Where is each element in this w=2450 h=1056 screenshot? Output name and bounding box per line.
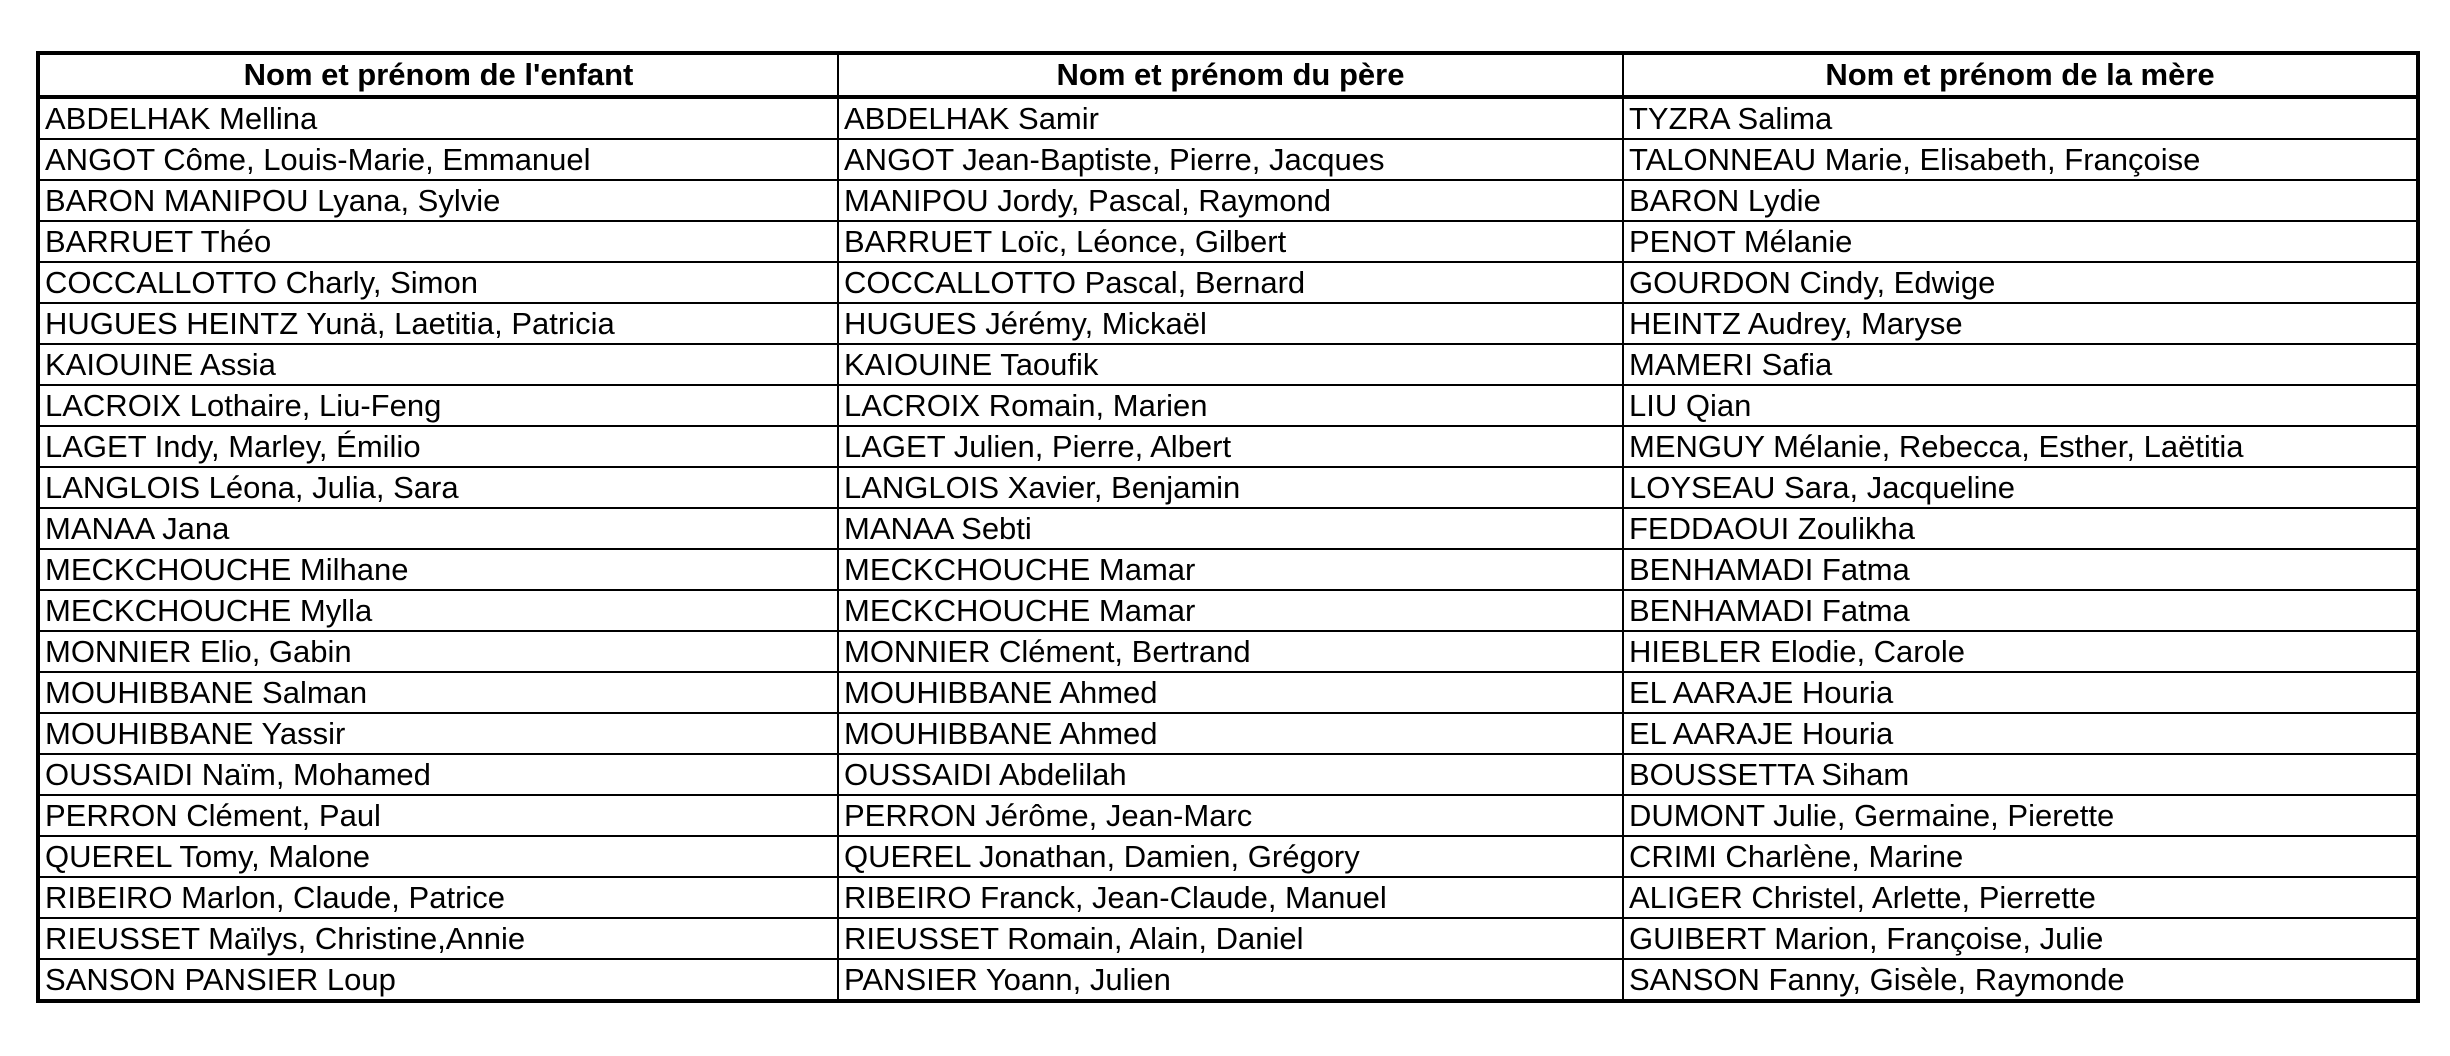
father-name-cell: RIBEIRO Franck, Jean-Claude, Manuel: [838, 877, 1623, 918]
father-name-cell: MOUHIBBANE Ahmed: [838, 713, 1623, 754]
mother-name-cell: DUMONT Julie, Germaine, Pierette: [1623, 795, 2418, 836]
header-row: [38, 53, 2418, 97]
mother-name-cell: BARON Lydie: [1623, 180, 2418, 221]
mother-name-cell: LOYSEAU Sara, Jacqueline: [1623, 467, 2418, 508]
mother-name-cell: HIEBLER Elodie, Carole: [1623, 631, 2418, 672]
mother-name-cell: TYZRA Salima: [1623, 97, 2418, 139]
table-row: [38, 590, 2418, 631]
child-name-cell: BARRUET Théo: [38, 221, 838, 262]
table-row: [38, 303, 2418, 344]
child-name-cell: ABDELHAK Mellina: [38, 97, 838, 139]
mother-name-cell: HEINTZ Audrey, Maryse: [1623, 303, 2418, 344]
header-father-name: Nom et prénom du père: [838, 53, 1623, 97]
child-name-cell: QUEREL Tomy, Malone: [38, 836, 838, 877]
father-name-cell: OUSSAIDI Abdelilah: [838, 754, 1623, 795]
table-row: [38, 467, 2418, 508]
child-name-cell: COCCALLOTTO Charly, Simon: [38, 262, 838, 303]
birth-register-table: [36, 51, 2420, 1003]
mother-name-cell: CRIMI Charlène, Marine: [1623, 836, 2418, 877]
mother-name-cell: MAMERI Safia: [1623, 344, 2418, 385]
father-name-cell: LACROIX Romain, Marien: [838, 385, 1623, 426]
table-row: [38, 795, 2418, 836]
mother-name-cell: PENOT Mélanie: [1623, 221, 2418, 262]
father-name-cell: MOUHIBBANE Ahmed: [838, 672, 1623, 713]
father-name-cell: COCCALLOTTO Pascal, Bernard: [838, 262, 1623, 303]
father-name-cell: MONNIER Clément, Bertrand: [838, 631, 1623, 672]
table-row: [38, 631, 2418, 672]
father-name-cell: ABDELHAK Samir: [838, 97, 1623, 139]
child-name-cell: KAIOUINE Assia: [38, 344, 838, 385]
father-name-cell: MECKCHOUCHE Mamar: [838, 590, 1623, 631]
child-name-cell: SANSON PANSIER Loup: [38, 959, 838, 1001]
table-row: [38, 426, 2418, 467]
child-name-cell: LAGET Indy, Marley, Émilio: [38, 426, 838, 467]
child-name-cell: RIEUSSET Maïlys, Christine,Annie: [38, 918, 838, 959]
child-name-cell: MONNIER Elio, Gabin: [38, 631, 838, 672]
table-row: [38, 97, 2418, 139]
father-name-cell: PANSIER Yoann, Julien: [838, 959, 1623, 1001]
child-name-cell: MOUHIBBANE Yassir: [38, 713, 838, 754]
table-row: [38, 508, 2418, 549]
table-row: [38, 877, 2418, 918]
table-row: [38, 549, 2418, 590]
father-name-cell: BARRUET Loïc, Léonce, Gilbert: [838, 221, 1623, 262]
child-name-cell: MECKCHOUCHE Milhane: [38, 549, 838, 590]
mother-name-cell: LIU Qian: [1623, 385, 2418, 426]
father-name-cell: PERRON Jérôme, Jean-Marc: [838, 795, 1623, 836]
child-name-cell: RIBEIRO Marlon, Claude, Patrice: [38, 877, 838, 918]
table-row: [38, 385, 2418, 426]
father-name-cell: ANGOT Jean-Baptiste, Pierre, Jacques: [838, 139, 1623, 180]
table-row: [38, 344, 2418, 385]
child-name-cell: MECKCHOUCHE Mylla: [38, 590, 838, 631]
header-child-name: Nom et prénom de l'enfant: [38, 53, 838, 97]
table-body: [38, 97, 2418, 1001]
table-row: [38, 221, 2418, 262]
child-name-cell: ANGOT Côme, Louis-Marie, Emmanuel: [38, 139, 838, 180]
header-mother-name: Nom et prénom de la mère: [1623, 53, 2418, 97]
table-row: [38, 959, 2418, 1001]
mother-name-cell: MENGUY Mélanie, Rebecca, Esther, Laëtitia: [1623, 426, 2418, 467]
child-name-cell: MANAA Jana: [38, 508, 838, 549]
child-name-cell: LANGLOIS Léona, Julia, Sara: [38, 467, 838, 508]
mother-name-cell: EL AARAJE Houria: [1623, 672, 2418, 713]
father-name-cell: LANGLOIS Xavier, Benjamin: [838, 467, 1623, 508]
mother-name-cell: BOUSSETTA Siham: [1623, 754, 2418, 795]
table-row: [38, 713, 2418, 754]
mother-name-cell: SANSON Fanny, Gisèle, Raymonde: [1623, 959, 2418, 1001]
father-name-cell: MANIPOU Jordy, Pascal, Raymond: [838, 180, 1623, 221]
mother-name-cell: ALIGER Christel, Arlette, Pierrette: [1623, 877, 2418, 918]
table-row: [38, 836, 2418, 877]
table-row: [38, 672, 2418, 713]
father-name-cell: MECKCHOUCHE Mamar: [838, 549, 1623, 590]
mother-name-cell: BENHAMADI Fatma: [1623, 590, 2418, 631]
mother-name-cell: GOURDON Cindy, Edwige: [1623, 262, 2418, 303]
child-name-cell: BARON MANIPOU Lyana, Sylvie: [38, 180, 838, 221]
father-name-cell: KAIOUINE Taoufik: [838, 344, 1623, 385]
father-name-cell: LAGET Julien, Pierre, Albert: [838, 426, 1623, 467]
mother-name-cell: GUIBERT Marion, Françoise, Julie: [1623, 918, 2418, 959]
father-name-cell: QUEREL Jonathan, Damien, Grégory: [838, 836, 1623, 877]
table-row: [38, 180, 2418, 221]
child-name-cell: MOUHIBBANE Salman: [38, 672, 838, 713]
child-name-cell: OUSSAIDI Naïm, Mohamed: [38, 754, 838, 795]
father-name-cell: RIEUSSET Romain, Alain, Daniel: [838, 918, 1623, 959]
mother-name-cell: BENHAMADI Fatma: [1623, 549, 2418, 590]
table-row: [38, 754, 2418, 795]
table-row: [38, 139, 2418, 180]
table-row: [38, 918, 2418, 959]
mother-name-cell: TALONNEAU Marie, Elisabeth, Françoise: [1623, 139, 2418, 180]
father-name-cell: HUGUES Jérémy, Mickaël: [838, 303, 1623, 344]
birth-register-sheet: [36, 51, 2416, 1003]
mother-name-cell: EL AARAJE Houria: [1623, 713, 2418, 754]
mother-name-cell: FEDDAOUI Zoulikha: [1623, 508, 2418, 549]
child-name-cell: PERRON Clément, Paul: [38, 795, 838, 836]
father-name-cell: MANAA Sebti: [838, 508, 1623, 549]
child-name-cell: HUGUES HEINTZ Yunä, Laetitia, Patricia: [38, 303, 838, 344]
table-row: [38, 262, 2418, 303]
child-name-cell: LACROIX Lothaire, Liu-Feng: [38, 385, 838, 426]
